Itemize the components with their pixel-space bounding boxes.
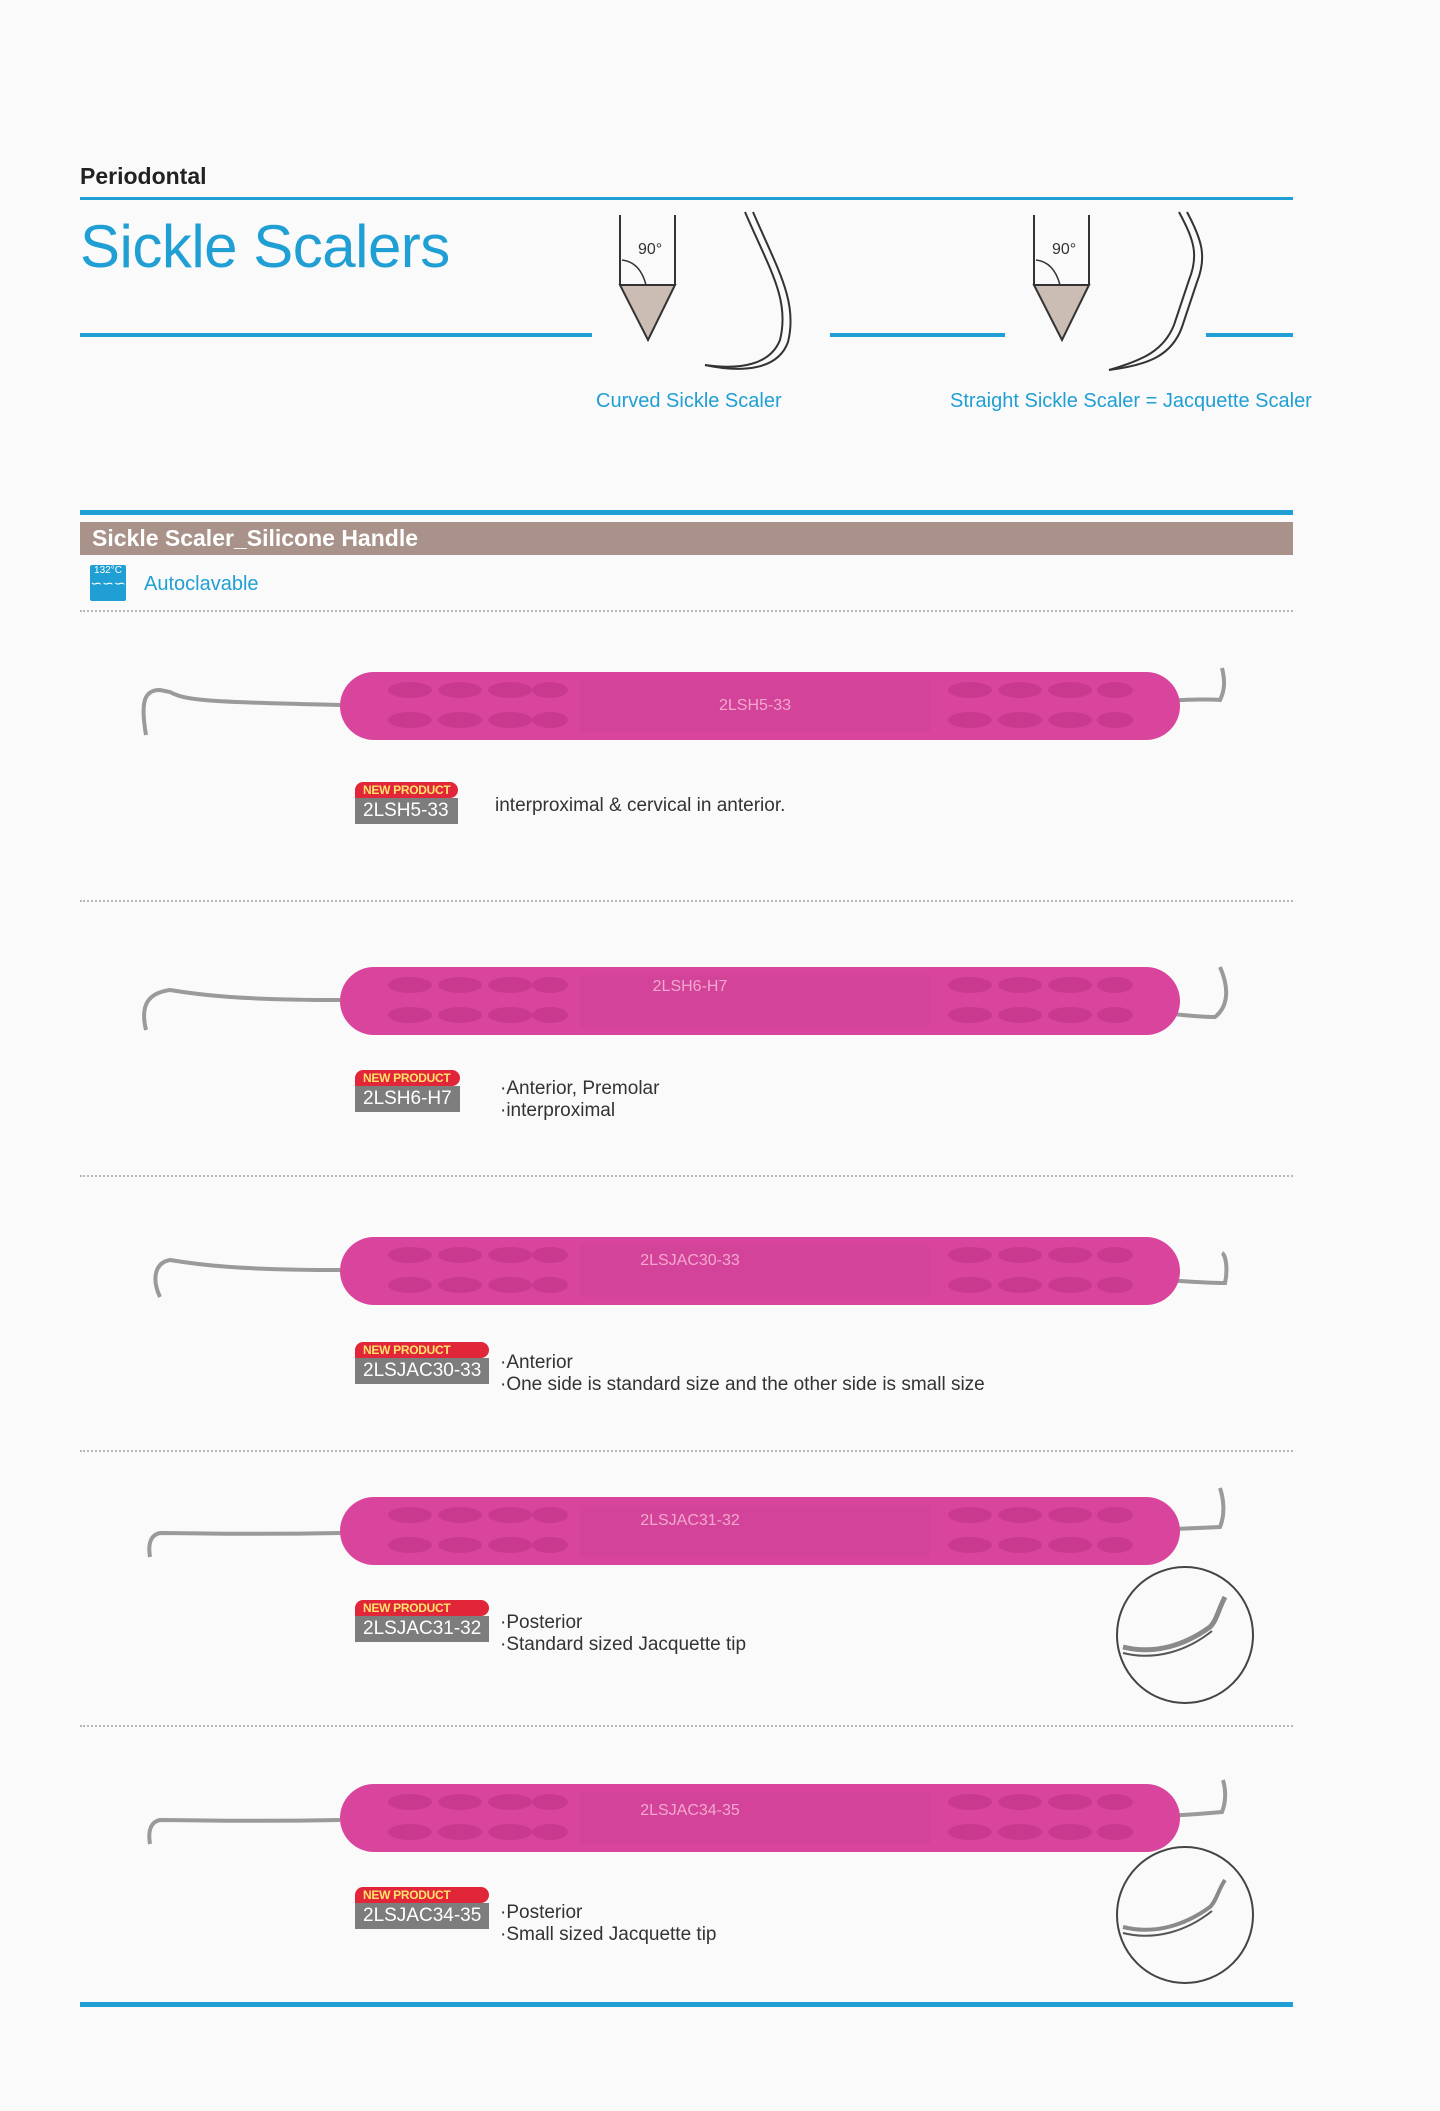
header-rule xyxy=(80,197,1293,200)
autoclave-icon xyxy=(90,565,126,601)
page-title: Sickle Scalers xyxy=(80,213,450,280)
angle-label: 90° xyxy=(638,241,663,258)
title-underline xyxy=(80,333,592,337)
product-description: · Posterior · Standard sized Jacquette tip xyxy=(500,1612,746,1656)
product-badge xyxy=(355,1887,489,1929)
straight-sickle-diagram xyxy=(1024,210,1224,380)
steam-icon: ∽∽∽ xyxy=(90,575,126,591)
product-description: · Anterior, Premolar · interproximal xyxy=(500,1078,659,1122)
instrument-image xyxy=(140,955,1240,1045)
tip-closeup-image xyxy=(1115,1565,1255,1705)
handle-label: 2LSH5-33 xyxy=(718,697,792,714)
middle-rule xyxy=(830,333,1005,337)
cross-section-icon xyxy=(620,215,675,340)
curved-sickle-caption: Curved Sickle Scaler xyxy=(596,390,782,412)
product-description: interproximal & cervical in anterior. xyxy=(495,795,786,816)
angle-label: 90° xyxy=(1052,241,1077,258)
product-badge xyxy=(355,782,458,824)
new-product-badge: NEW PRODUCT xyxy=(355,782,458,798)
autoclavable-label: Autoclavable xyxy=(144,573,259,595)
instrument-image xyxy=(140,1225,1240,1315)
product-description: · Anterior · One side is standard size and the other side is small size xyxy=(500,1352,985,1396)
straight-sickle-caption: Straight Sickle Scaler = Jacquette Scaler xyxy=(950,390,1312,412)
divider xyxy=(80,1175,1293,1177)
product-badge xyxy=(355,1600,489,1642)
product-code: 2LSH5-33 xyxy=(355,798,458,824)
product-code: 2LSJAC30-33 xyxy=(355,1358,489,1384)
product-badge xyxy=(355,1342,489,1384)
product-description: · Posterior · Small sized Jacquette tip xyxy=(500,1902,717,1946)
handle-label: 2LSJAC31-32 xyxy=(640,1512,740,1529)
category-label: Periodontal xyxy=(80,163,207,189)
cross-section-icon xyxy=(1034,215,1089,340)
divider xyxy=(80,900,1293,902)
product-badge xyxy=(355,1070,460,1112)
instrument-image xyxy=(140,1772,1240,1862)
instrument-image xyxy=(140,1485,1240,1575)
new-product-badge: NEW PRODUCT xyxy=(355,1887,489,1903)
divider xyxy=(80,1725,1293,1727)
new-product-badge: NEW PRODUCT xyxy=(355,1070,460,1086)
curved-tip-icon xyxy=(705,212,791,369)
instrument-image xyxy=(140,660,1240,750)
footer-rule xyxy=(80,2002,1293,2007)
section-title: Sickle Scaler_Silicone Handle xyxy=(80,522,1293,555)
curved-sickle-diagram xyxy=(610,210,810,380)
tip-closeup-image xyxy=(1115,1845,1255,1985)
divider xyxy=(80,1450,1293,1452)
new-product-badge: NEW PRODUCT xyxy=(355,1600,489,1616)
autoclave-temp: 132°C xyxy=(94,565,122,576)
divider xyxy=(80,610,1293,612)
section-top-rule xyxy=(80,510,1293,515)
handle-label: 2LSJAC30-33 xyxy=(640,1252,740,1269)
handle-label: 2LSJAC34-35 xyxy=(640,1802,740,1819)
product-code: 2LSH6-H7 xyxy=(355,1086,460,1112)
product-code: 2LSJAC34-35 xyxy=(355,1903,489,1929)
handle-label: 2LSH6-H7 xyxy=(652,978,728,995)
straight-tip-icon xyxy=(1109,212,1202,370)
product-code: 2LSJAC31-32 xyxy=(355,1616,489,1642)
new-product-badge: NEW PRODUCT xyxy=(355,1342,489,1358)
